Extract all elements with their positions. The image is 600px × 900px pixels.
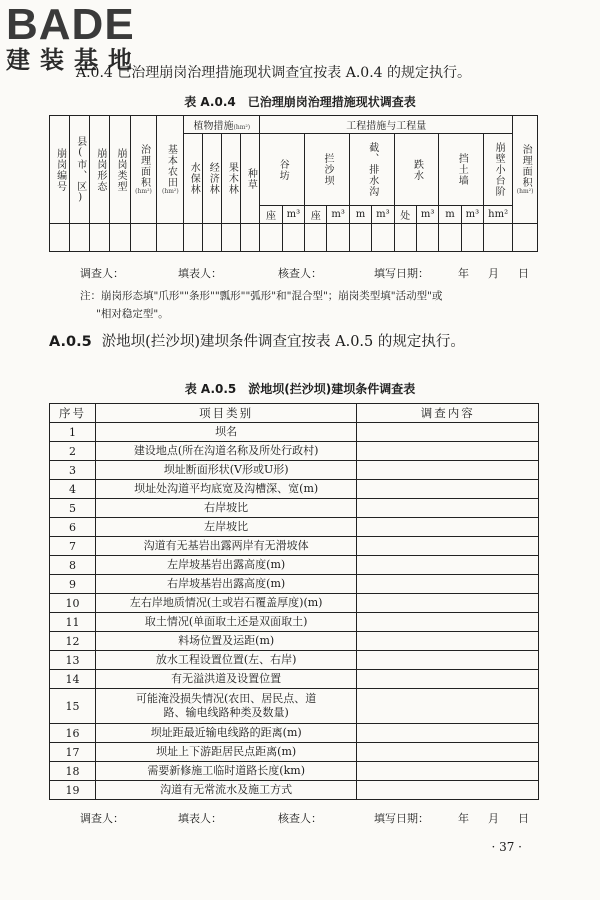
month-label: 月 xyxy=(488,267,499,280)
table4-empty-row xyxy=(50,224,538,252)
row-number: 8 xyxy=(50,556,96,575)
col-gangbianhao: 崩岗编号 xyxy=(50,116,70,224)
header-no: 序号 xyxy=(50,404,96,423)
row-item: 沟道有无基岩出露两岸有无滑坡体 xyxy=(95,537,357,556)
table-row xyxy=(50,613,539,632)
row-item: 坝名 xyxy=(95,423,357,442)
unit-m3: m³ xyxy=(461,206,483,224)
unit-zuo: 座 xyxy=(260,206,282,224)
row-content xyxy=(357,724,539,743)
row-item: 需要新修施工临时道路长度(km) xyxy=(95,762,357,781)
table-row xyxy=(50,480,539,499)
table-row xyxy=(50,724,539,743)
row-number: 9 xyxy=(50,575,96,594)
row-item: 左岸坡基岩出露高度(m) xyxy=(95,556,357,575)
col-dangtu: 挡土墙 xyxy=(439,134,484,206)
row-item: 左右岸地质情况(土或岩石覆盖厚度)(m) xyxy=(95,594,357,613)
header-item: 项目类别 xyxy=(95,404,357,423)
section-number: A.0.5 xyxy=(49,334,92,350)
row-number: 19 xyxy=(50,781,96,800)
table-row xyxy=(50,743,539,762)
watermark-logo-text: BADE xyxy=(6,0,135,49)
col-shuibao: 水保林 xyxy=(184,134,203,224)
row-content xyxy=(357,594,539,613)
row-content xyxy=(357,575,539,594)
row-content xyxy=(357,442,539,461)
col-taijie: 崩壁小台阶 xyxy=(484,134,513,206)
row-number: 2 xyxy=(50,442,96,461)
col-jingji: 经济林 xyxy=(203,134,222,224)
unit-chu: 处 xyxy=(394,206,416,224)
row-item: 右岸坡比 xyxy=(95,499,357,518)
year-label: 年 xyxy=(458,812,469,825)
table-row xyxy=(50,556,539,575)
row-content xyxy=(357,423,539,442)
table4-note xyxy=(80,287,550,323)
table-a04 xyxy=(49,115,538,252)
row-content xyxy=(357,670,539,689)
row-number: 13 xyxy=(50,651,96,670)
surveyor-label: 调查人： xyxy=(80,812,124,825)
row-content xyxy=(357,762,539,781)
table-row xyxy=(50,518,539,537)
table-row xyxy=(50,537,539,556)
col-xian: 县(市、区) xyxy=(70,116,90,224)
table-row xyxy=(50,442,539,461)
date-label: 填写日期： xyxy=(374,812,429,825)
table-row xyxy=(50,781,539,800)
row-number: 17 xyxy=(50,743,96,762)
col-jiepai: 截、排水沟 xyxy=(349,134,394,206)
row-number: 5 xyxy=(50,499,96,518)
row-content xyxy=(357,480,539,499)
row-item: 取土情况(单面取土还是双面取土) xyxy=(95,613,357,632)
row-number: 4 xyxy=(50,480,96,499)
row-item: 沟道有无常流水及施工方式 xyxy=(95,781,357,800)
row-item: 放水工程设置位置(左、右岸) xyxy=(95,651,357,670)
day-label: 日 xyxy=(518,267,529,280)
year-label: 年 xyxy=(458,267,469,280)
col-lansha: 拦沙坝 xyxy=(305,134,350,206)
col-mianji: 治理面积 (hm²) xyxy=(130,116,157,224)
unit-m: m xyxy=(439,206,461,224)
row-item: 右岸坡基岩出露高度(m) xyxy=(95,575,357,594)
row-item: 有无溢洪道及设置位置 xyxy=(95,670,357,689)
table-row xyxy=(50,762,539,781)
note-line-2: "相对稳定型"。 xyxy=(96,308,169,320)
row-item: 坝址断面形状(V形或U形) xyxy=(95,461,357,480)
unit-m3: m³ xyxy=(416,206,438,224)
row-item: 坝址上下游距居民点距离(m) xyxy=(95,743,357,762)
row-item: 料场位置及运距(m) xyxy=(95,632,357,651)
checker-label: 核查人： xyxy=(278,812,322,825)
col-zhili: 治理面积 (hm²) xyxy=(513,116,538,224)
date-label: 填写日期： xyxy=(374,267,429,280)
unit-m3: m³ xyxy=(282,206,304,224)
row-content xyxy=(357,651,539,670)
table-row xyxy=(50,632,539,651)
row-number: 18 xyxy=(50,762,96,781)
row-item: 坝址距最近输电线路的距离(m) xyxy=(95,724,357,743)
table-row xyxy=(50,689,539,724)
checker-label: 核查人： xyxy=(278,267,322,280)
unit-m: m xyxy=(349,206,371,224)
row-item: 坝址处沟道平均底宽及沟槽深、宽(m) xyxy=(95,480,357,499)
row-content xyxy=(357,743,539,762)
unit-m3: m³ xyxy=(327,206,349,224)
table-row xyxy=(50,423,539,442)
table-row xyxy=(50,651,539,670)
col-zhongcao: 种草 xyxy=(241,134,260,224)
row-number: 1 xyxy=(50,423,96,442)
row-content xyxy=(357,461,539,480)
col-zhiwu: 植物措施(hm²) xyxy=(184,116,260,134)
table-row xyxy=(50,499,539,518)
page-number: · 37 · xyxy=(491,840,522,854)
day-label: 日 xyxy=(518,812,529,825)
row-number: 16 xyxy=(50,724,96,743)
col-leixing: 崩岗类型 xyxy=(110,116,130,224)
month-label: 月 xyxy=(488,812,499,825)
row-number: 7 xyxy=(50,537,96,556)
section-text: 淤地坝(拦沙坝)建坝条件调查宜按表 A.0.5 的规定执行。 xyxy=(101,334,465,350)
col-gongcheng: 工程措施与工程量 xyxy=(260,116,513,134)
col-guomu: 果木林 xyxy=(222,134,241,224)
unit-zuo: 座 xyxy=(305,206,327,224)
row-content xyxy=(357,499,539,518)
table-row xyxy=(50,461,539,480)
row-number: 15 xyxy=(50,689,96,724)
col-gufang: 谷坊 xyxy=(260,134,305,206)
filler-label: 填表人： xyxy=(178,267,222,280)
row-content xyxy=(357,518,539,537)
surveyor-label: 调查人： xyxy=(80,267,124,280)
table5-signature-line xyxy=(80,810,529,826)
section-a05-paragraph xyxy=(49,330,549,354)
table5-body xyxy=(50,423,539,800)
row-content xyxy=(357,537,539,556)
row-number: 6 xyxy=(50,518,96,537)
row-number: 14 xyxy=(50,670,96,689)
table5-caption: 表 A.0.5 淤地坝(拦沙坝)建坝条件调查表 xyxy=(184,382,416,396)
intro-line: A.0.4 已治理崩岗治理措施现状调查宜按表 A.0.4 的规定执行。 xyxy=(76,65,471,81)
header-content: 调查内容 xyxy=(357,404,539,423)
row-number: 12 xyxy=(50,632,96,651)
table-a05 xyxy=(49,403,539,800)
unit-m3: m³ xyxy=(372,206,394,224)
col-xingtai: 崩岗形态 xyxy=(90,116,110,224)
unit-hm2: hm² xyxy=(484,206,513,224)
row-number: 10 xyxy=(50,594,96,613)
row-number: 11 xyxy=(50,613,96,632)
col-nongtian: 基本农田 (hm²) xyxy=(157,116,184,224)
row-item: 建设地点(所在沟道名称及所处行政村) xyxy=(95,442,357,461)
row-content xyxy=(357,613,539,632)
row-content xyxy=(357,556,539,575)
row-item: 可能淹没损失情况(农田、居民点、道路、输电线路种类及数量) xyxy=(95,689,357,724)
table-row xyxy=(50,670,539,689)
table4-caption: 表 A.0.4 已治理崩岗治理措施现状调查表 xyxy=(184,95,416,109)
table4-signature-line xyxy=(80,265,529,281)
note-line-1: 注：崩岗形态填"爪形""条形""瓢形""弧形"和"混合型"；崩岗类型填"活动型"或 xyxy=(80,290,443,302)
col-diashui: 跌水 xyxy=(394,134,439,206)
filler-label: 填表人： xyxy=(178,812,222,825)
row-content xyxy=(357,632,539,651)
row-content xyxy=(357,689,539,724)
row-content xyxy=(357,781,539,800)
table-row xyxy=(50,594,539,613)
table-row xyxy=(50,575,539,594)
watermark-logo-subtext: 建装基地 xyxy=(6,46,142,74)
row-item: 左岸坡比 xyxy=(95,518,357,537)
row-number: 3 xyxy=(50,461,96,480)
